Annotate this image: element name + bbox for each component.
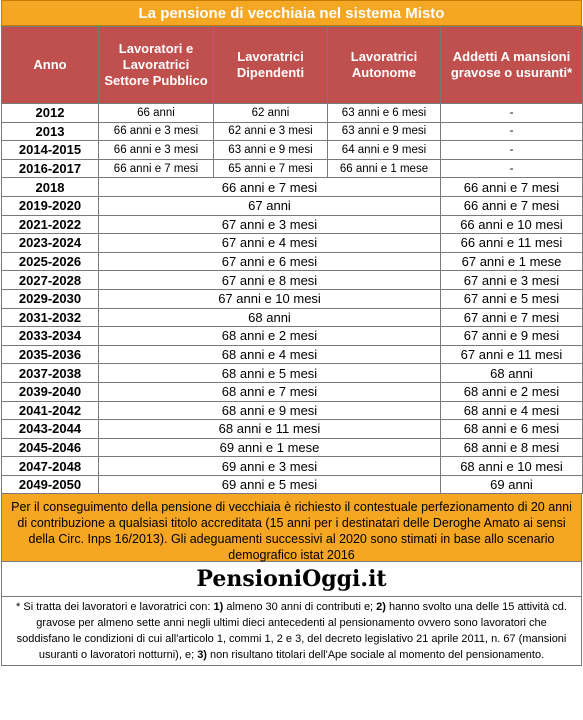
footnote-num-3: 3) xyxy=(197,649,207,662)
header-anno: Anno xyxy=(2,27,99,104)
merged-age-cell: 66 anni e 7 mesi xyxy=(99,178,441,197)
lavoratrici-autonome-cell: 63 anni e 6 mesi xyxy=(328,104,441,123)
year-cell: 2047-2048 xyxy=(2,457,99,476)
table-row xyxy=(2,382,583,401)
year-cell: 2012 xyxy=(2,104,99,123)
year-cell: 2041-2042 xyxy=(2,401,99,420)
merged-age-cell: 67 anni e 4 mesi xyxy=(99,234,441,253)
mansioni-gravose-cell: 67 anni e 7 mesi xyxy=(441,308,583,327)
lavoratrici-dipendenti-cell: 62 anni xyxy=(214,104,328,123)
pension-infographic xyxy=(1,0,582,666)
lavoratrici-dipendenti-cell: 63 anni e 9 mesi xyxy=(214,141,328,160)
header-settore-pubblico: Lavoratori e Lavoratrici Settore Pubblico xyxy=(99,27,214,104)
table-row xyxy=(2,457,583,476)
table-row xyxy=(2,438,583,457)
settore-pubblico-cell: 66 anni e 3 mesi xyxy=(99,122,214,141)
lavoratrici-dipendenti-cell: 62 anni e 3 mesi xyxy=(214,122,328,141)
settore-pubblico-cell: 66 anni e 7 mesi xyxy=(99,159,214,178)
merged-age-cell: 68 anni e 2 mesi xyxy=(99,327,441,346)
table-row xyxy=(2,234,583,253)
table-row xyxy=(2,345,583,364)
merged-age-cell: 68 anni e 11 mesi xyxy=(99,420,441,439)
mansioni-gravose-cell: 68 anni e 8 mesi xyxy=(441,438,583,457)
mansioni-gravose-cell: 67 anni e 3 mesi xyxy=(441,271,583,290)
table-row xyxy=(2,178,583,197)
table-row xyxy=(2,308,583,327)
year-cell: 2027-2028 xyxy=(2,271,99,290)
mansioni-gravose-cell: - xyxy=(441,159,583,178)
table-row xyxy=(2,364,583,383)
mansioni-gravose-cell: - xyxy=(441,141,583,160)
footnote-text-3: hanno svolto una delle 15 attività cd. gravose per almeno sette anni negli ultimi dieci antecedenti al pensionamento ovvero sono lavoratori che soddisfano le condizioni di cui all'articolo 1, commi 1, 2 e 3, del decreto legislativo 21 aprile 2011, n. 67 (mansioni usuranti o lavoratori notturni), e; xyxy=(16,601,567,662)
mansioni-gravose-cell: 67 anni e 9 mesi xyxy=(441,327,583,346)
pension-table xyxy=(1,26,583,494)
mansioni-gravose-cell: 67 anni e 11 mesi xyxy=(441,345,583,364)
year-cell: 2035-2036 xyxy=(2,345,99,364)
contribution-note: Per il conseguimento della pensione di vecchiaia è richiesto il contestuale perfezionamento di 20 anni di contribuzione a qualsiasi titolo accreditata (15 anni per i destinatari delle Deroghe Amato ai sensi della Circ. Inps 16/2013). Gli adeguamenti successivi al 2020 sono stimati in base allo scenario demografico istat 2016 xyxy=(1,494,582,562)
page-title: La pensione di vecchiaia nel sistema Misto xyxy=(1,0,582,26)
mansioni-gravose-cell: 68 anni xyxy=(441,364,583,383)
merged-age-cell: 68 anni e 4 mesi xyxy=(99,345,441,364)
mansioni-gravose-cell: 68 anni e 4 mesi xyxy=(441,401,583,420)
merged-age-cell: 67 anni e 6 mesi xyxy=(99,252,441,271)
year-cell: 2019-2020 xyxy=(2,196,99,215)
lavoratrici-dipendenti-cell: 65 anni e 7 mesi xyxy=(214,159,328,178)
footnote-text-4: non risultano titolari dell'Ape sociale al momento del pensionamento. xyxy=(206,649,545,662)
year-cell: 2037-2038 xyxy=(2,364,99,383)
settore-pubblico-cell: 66 anni xyxy=(99,104,214,123)
year-cell: 2014-2015 xyxy=(2,141,99,160)
table-header-row xyxy=(2,27,583,104)
merged-age-cell: 68 anni xyxy=(99,308,441,327)
table-row xyxy=(2,104,583,123)
merged-age-cell: 68 anni e 9 mesi xyxy=(99,401,441,420)
merged-age-cell: 67 anni e 8 mesi xyxy=(99,271,441,290)
lavoratrici-autonome-cell: 64 anni e 9 mesi xyxy=(328,141,441,160)
table-row xyxy=(2,289,583,308)
mansioni-gravose-cell: 67 anni e 5 mesi xyxy=(441,289,583,308)
merged-age-cell: 68 anni e 7 mesi xyxy=(99,382,441,401)
year-cell: 2029-2030 xyxy=(2,289,99,308)
merged-age-cell: 69 anni e 5 mesi xyxy=(99,475,441,494)
mansioni-gravose-cell: 66 anni e 10 mesi xyxy=(441,215,583,234)
year-cell: 2018 xyxy=(2,178,99,197)
mansioni-gravose-cell: - xyxy=(441,104,583,123)
table-row xyxy=(2,252,583,271)
table-row xyxy=(2,327,583,346)
footnote-text-1: * Si tratta dei lavoratori e lavoratrici con: xyxy=(16,601,214,614)
year-cell: 2049-2050 xyxy=(2,475,99,494)
mansioni-gravose-cell: 68 anni e 2 mesi xyxy=(441,382,583,401)
mansioni-gravose-cell: 68 anni e 6 mesi xyxy=(441,420,583,439)
merged-age-cell: 67 anni xyxy=(99,196,441,215)
mansioni-gravose-cell: 67 anni e 1 mese xyxy=(441,252,583,271)
year-cell: 2021-2022 xyxy=(2,215,99,234)
table-row xyxy=(2,420,583,439)
brand-logo: PensioniOggi.it xyxy=(1,562,582,596)
merged-age-cell: 69 anni e 3 mesi xyxy=(99,457,441,476)
footnote-num-2: 2) xyxy=(376,601,386,614)
header-lavoratrici-autonome: Lavoratrici Autonome xyxy=(328,27,441,104)
footnote-num-1: 1) xyxy=(213,601,224,614)
lavoratrici-autonome-cell: 66 anni e 1 mese xyxy=(328,159,441,178)
mansioni-gravose-cell: 69 anni xyxy=(441,475,583,494)
settore-pubblico-cell: 66 anni e 3 mesi xyxy=(99,141,214,160)
footnote-text-2: almeno 30 anni di contributi e; xyxy=(223,601,377,614)
year-cell: 2045-2046 xyxy=(2,438,99,457)
mansioni-gravose-cell: 66 anni e 7 mesi xyxy=(441,196,583,215)
year-cell: 2016-2017 xyxy=(2,159,99,178)
table-row xyxy=(2,159,583,178)
merged-age-cell: 69 anni e 1 mese xyxy=(99,438,441,457)
merged-age-cell: 68 anni e 5 mesi xyxy=(99,364,441,383)
table-row xyxy=(2,475,583,494)
merged-age-cell: 67 anni e 3 mesi xyxy=(99,215,441,234)
year-cell: 2013 xyxy=(2,122,99,141)
mansioni-gravose-cell: - xyxy=(441,122,583,141)
mansioni-gravose-cell: 68 anni e 10 mesi xyxy=(441,457,583,476)
footnote xyxy=(1,596,582,666)
year-cell: 2025-2026 xyxy=(2,252,99,271)
table-row xyxy=(2,122,583,141)
year-cell: 2023-2024 xyxy=(2,234,99,253)
year-cell: 2033-2034 xyxy=(2,327,99,346)
table-row xyxy=(2,401,583,420)
header-mansioni-gravose: Addetti A mansioni gravose o usuranti* xyxy=(441,27,583,104)
table-row xyxy=(2,141,583,160)
header-lavoratrici-dipendenti: Lavoratrici Dipendenti xyxy=(214,27,328,104)
table-row xyxy=(2,271,583,290)
year-cell: 2031-2032 xyxy=(2,308,99,327)
year-cell: 2039-2040 xyxy=(2,382,99,401)
table-row xyxy=(2,196,583,215)
table-row xyxy=(2,215,583,234)
mansioni-gravose-cell: 66 anni e 11 mesi xyxy=(441,234,583,253)
mansioni-gravose-cell: 66 anni e 7 mesi xyxy=(441,178,583,197)
merged-age-cell: 67 anni e 10 mesi xyxy=(99,289,441,308)
year-cell: 2043-2044 xyxy=(2,420,99,439)
lavoratrici-autonome-cell: 63 anni e 9 mesi xyxy=(328,122,441,141)
